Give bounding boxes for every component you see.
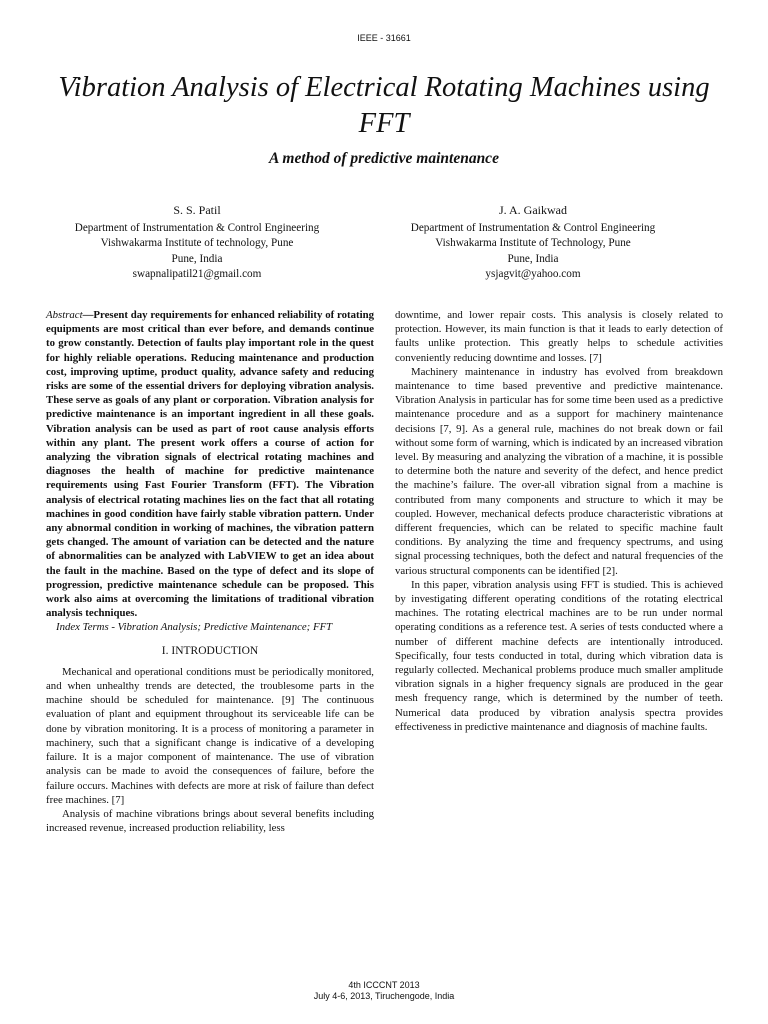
header-paper-id: IEEE - 31661: [357, 33, 411, 43]
paragraph: Machinery maintenance in industry has evolved from breakdown maintenance to time based preventive and predictive maintenance. Vibration Analysis in particular has for some time been used as a predictive maintenance procedure and as a support for machinery maintenance decisions [7, 9]. As a general rule, machines do not break down or fail without some form of warning, which is indicated by an increased vibration level. By measuring and analyzing the vibration of a machine, it is possible to determine both the nature and severity of the defect, and hence predict the machine’s failure. The over-all vibration signal from a machine is contributed from many components and structure to which it may be coupled. However, mechanical defects produce characteristic vibrations at different frequencies, which can be related to specific machine fault conditions. By analyzing the time and frequency spectrums, and using signal processing techniques, both the defect and natural frequencies of the various structural components can be identified [2].: [395, 365, 723, 577]
paper-title: Vibration Analysis of Electrical Rotating Machines using FFT: [58, 72, 710, 139]
footer-conference: 4th ICCCNT 2013: [348, 980, 420, 990]
section-heading-introduction: [46, 644, 374, 658]
author-institute: Vishwakarma Institute of Technology, Pune: [435, 237, 631, 250]
index-terms: Index Terms - Vibration Analysis; Predictive Maintenance; FFT: [56, 621, 333, 634]
footer: [0, 980, 768, 1002]
abstract-text: Present day requirements for enhanced reliability of rotating equipments are most critical than ever before, and demands continue to grow constantly. Detection of faults play important role in the quest for highly reliable operations. Reducing maintenance and production cost, improving uptime, product quality, advance safety and reducing risks are some of the essential drivers for deploying vibration analysis. These serve as goals of any plant or corporation. Vibration analysis for predictive maintenance is an important ingredient in all these goals. Vibration analysis can be used as part of root cause analysis efforts within any plant. The present work offers a course of action for analyzing the vibration signals of electrical rotating machines and diagnoses the health of machine for predictive maintenance requirements using Fast Fourier Transform (FFT). The Vibration analysis of electrical rotating machines lies on the fact that all rotating machines in good condition have fairly stable vibration pattern. Under any abnormal condition in working of machines, the vibration pattern gets changed. The amount of variation can be detected and the nature of abnormalities can be analyzed with LabVIEW to get an idea about the fault in the machine. Based on the type of defect and its slope of progression, predictive maintenance schedule can be proposed. This work also aims at overcoming the limitations of traditional vibration analysis techniques.: [46, 309, 374, 620]
section-number: I.: [161, 644, 169, 657]
paragraph: In this paper, vibration analysis using FFT is studied. This is achieved by investigating different operating conditions of the rotating electrical machines. The rotating electrical machines are to be run under normal operating conditions as a reference test. A series of tests conducted where a number of different machine defects are intentionally introduced. Specifically, four tests conducted in total, during which vibration data is regularly collected. Mechanical problems produce much smaller amplitude vibration signals in a higher frequency signals are produced in the gear mesh frequency range, which is determined by the number of teeth. Numerical data produced by vibration analysis spectra provides effectiveness in predictive maintenance and diagnosis of machine faults.: [395, 578, 723, 733]
author-name: J. A. Gaikwad: [499, 203, 567, 217]
paragraph: downtime, and lower repair costs. This analysis is closely related to protection. However, its main function is that it leads to early detection of faults unlike protection. This greatly helps to schedule activities conveniently reducing downtime and losses. [7]: [395, 309, 723, 364]
footer-date-location: July 4-6, 2013, Tiruchengode, India: [313, 991, 455, 1001]
paragraph: Analysis of machine vibrations brings about several benefits including increased revenue, increased production reliability, less: [46, 807, 374, 835]
abstract-dash: —: [82, 309, 94, 321]
author-location: Pune, India: [507, 252, 559, 265]
left-column: [46, 308, 374, 835]
abstract-label: Abstract: [46, 309, 83, 321]
author-location: Pune, India: [171, 252, 223, 265]
author-block-1: [32, 203, 362, 282]
author-department: Department of Instrumentation & Control Engineering: [410, 222, 656, 235]
section-title-initial: I: [171, 644, 176, 657]
author-email: swapnalipatil21@gmail.com: [132, 267, 262, 280]
author-block-2: [368, 203, 698, 282]
section-title-rest: NTRODUCTION: [175, 644, 259, 657]
author-email: ysjagvit@yahoo.com: [485, 267, 581, 280]
author-department: Department of Instrumentation & Control Engineering: [74, 222, 320, 235]
paper-subtitle: A method of predictive maintenance: [269, 150, 499, 167]
author-institute: Vishwakarma Institute of technology, Pune: [100, 237, 294, 250]
paragraph: Mechanical and operational conditions must be periodically monitored, and when unhealthy trends are detected, the troublesome parts in the machine should be scheduled for maintenance. [9] The continuous evaluation of plant and equipment throughout its serviceable life can be done by vibration monitoring. It is a process of monitoring a parameter in machinery, such that a significant change is indicative of a developing failure. It is a major component of maintenance. The use of vibration analysis can be made to avoid the consequences of failure, before the failure occurs. Machines with defects are more at risk of failure than defect free machines. [7]: [46, 665, 374, 806]
abstract: [46, 308, 374, 620]
author-name: S. S. Patil: [173, 203, 221, 217]
right-column: [395, 308, 723, 734]
